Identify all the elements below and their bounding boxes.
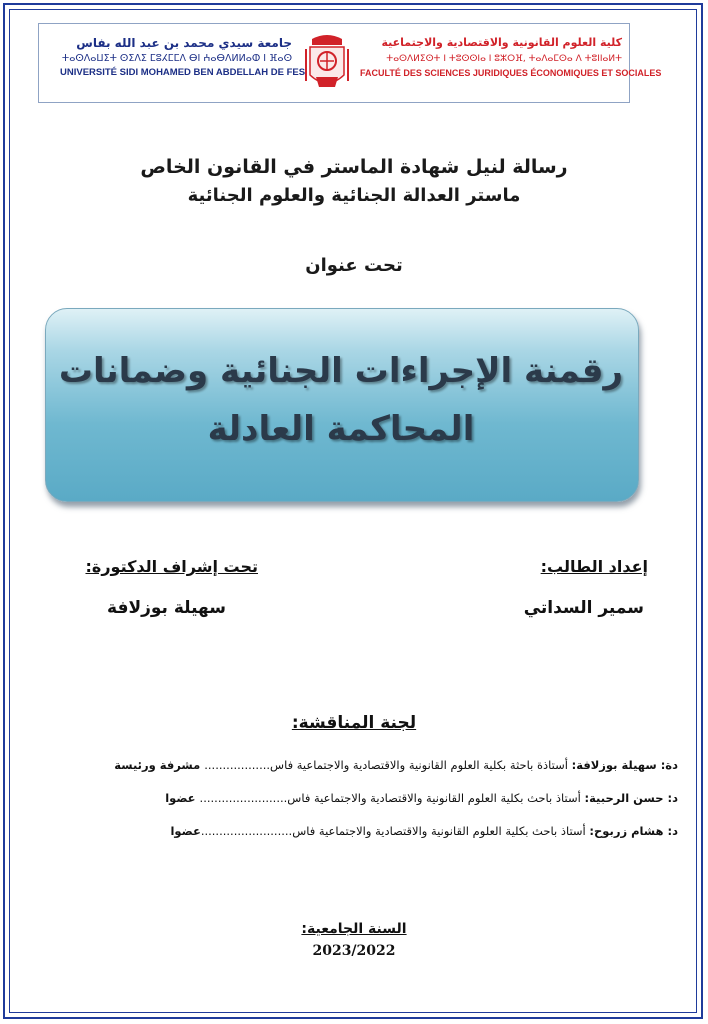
university-name-fr: UNIVERSITÉ SIDI MOHAMED BEN ABDELLAH DE FES (60, 67, 306, 78)
university-header (60, 36, 306, 79)
master-program: ماستر العدالة الجنائية والعلوم الجنائية (187, 185, 521, 206)
member-role: مشرفة ورئيسة (114, 758, 205, 772)
academic-year-value: 2023/2022 (312, 943, 396, 959)
member-description: أستاذ باحث بكلية العلوم القانونية والاقتصادية والاجتماعية فاس (287, 791, 585, 805)
faculty-name-fr: FACULTÉ DES SCIENCES JURIDIQUES ÉCONOMIQUES ET SOCIALES (360, 68, 662, 78)
member-name: دة: سهيلة بوزلافة: (571, 758, 678, 772)
faculty-header (360, 36, 662, 79)
student-name: سمير السداتي (523, 598, 644, 618)
member-dots: .................. (204, 758, 271, 772)
member-role: عضوا (165, 791, 200, 805)
faculty-name-tifinagh: ⵜⴰⵙⴷⵍⵉⵙⵜ ⵏ ⵜⵓⵙⵙⵏⴰ ⵏ ⵓⵣⵔⴼ, ⵜⴰⴷⴰⵎⵙⴰ ⴷ ⵜⵓⵏⵏⴰⵍⵜ (386, 54, 622, 64)
faculty-name-ar: كلية العلوم القانونية والاقتصادية والاجتماعية (381, 36, 622, 49)
university-name-tifinagh: ⵜⴰⵙⴷⴰⵡⵉⵜ ⵙⵉⴷⵉ ⵎⵓⵃⵎⵎⴷ ⴱⵏ ⵄⴰⴱⴷⵍⵍⴰⵀ ⵏ ⴼⴰⵙ (61, 53, 292, 64)
member-description: أستاذ باحث بكلية العلوم القانونية والاقتصادية والاجتماعية فاس (292, 824, 590, 838)
member-dots: ........................ (199, 791, 288, 805)
university-emblem-icon (302, 31, 352, 95)
member-role: عضوا (170, 824, 201, 838)
member-description: أستاذة باحثة بكلية العلوم القانونية والاقتصادية والاجتماعية فاس (270, 758, 572, 772)
under-title-label: تحت عنوان (305, 255, 403, 276)
member-dots: ......................... (200, 824, 293, 838)
university-name-ar: جامعة سيدي محمد بن عبد الله بفاس (76, 36, 292, 50)
committee-member (28, 823, 678, 839)
member-name: د: هشام زربوح: (589, 824, 678, 838)
thesis-title-line1: رقمنة الإجراءات الجنائية وضمانات (58, 351, 624, 391)
thesis-title-line2: المحاكمة العادلة (207, 409, 475, 449)
supervisor-label: تحت إشراف الدكتورة: (85, 557, 258, 576)
degree-line: رسالة لنيل شهادة الماستر في القانون الخاص (140, 156, 568, 178)
committee-member (28, 790, 678, 806)
member-name: د: حسن الرحبية: (584, 791, 678, 805)
student-label: إعداد الطالب: (540, 557, 648, 576)
committee-member (28, 757, 678, 773)
supervisor-name: سهيلة بوزلافة (107, 598, 226, 618)
academic-year-label: السنة الجامعية: (301, 921, 407, 937)
thesis-title (45, 342, 637, 458)
committee-title: لجنة المناقشة: (291, 713, 417, 733)
